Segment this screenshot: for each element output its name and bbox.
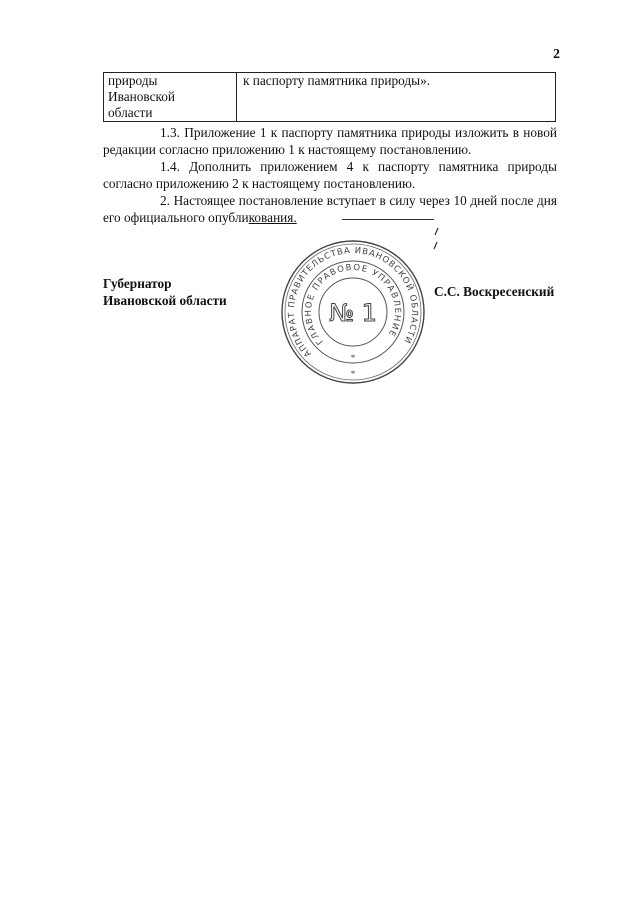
paragraph-1-4: 1.4. Дополнить приложением 4 к паспорту памятника природы согласно приложению 2 к настоящему постановлению. (103, 159, 557, 191)
signatory-title-line: Губернатор (103, 276, 172, 291)
pen-mark (435, 228, 438, 235)
signatory-title (103, 276, 227, 309)
pen-mark (434, 242, 437, 249)
signatory-title-line: Ивановской области (103, 292, 227, 308)
stamp-outer-text: АППАРАТ ПРАВИТЕЛЬСТВА ИВАНОВСКОЙ ОБЛАСТИ (286, 245, 420, 359)
paragraph-2-text: 2. Настоящее постановление вступает в силу через 10 дней после дня его официального опубли (103, 193, 557, 225)
body-text (103, 124, 557, 226)
paragraph-2-underlined: кования. (248, 210, 297, 225)
official-stamp (278, 237, 428, 387)
stamp-center-number: № 1 (329, 299, 377, 327)
stamp-star: * (350, 353, 356, 363)
table-cell-right: к паспорту памятника природы». (243, 73, 431, 88)
signatory-name: С.С. Воскресенский (434, 284, 555, 299)
page-number: 2 (553, 47, 560, 62)
underline-mark (342, 219, 434, 220)
stamp-inner-text: ГЛАВНОЕ ПРАВОВОЕ УПРАВЛЕНИЕ (303, 262, 403, 347)
cell-line: области (108, 105, 153, 120)
pen-marks (430, 226, 442, 252)
stamp-star: * (350, 369, 356, 379)
table-cell-left (104, 73, 237, 121)
paragraph-2 (103, 192, 557, 226)
cell-line: Ивановской (108, 89, 176, 104)
cell-line: природы (108, 73, 158, 88)
continuation-table (103, 72, 556, 122)
paragraph-1-3: 1.3. Приложение 1 к паспорту памятника природы изложить в новой редакции согласно приложению 1 к настоящему постановлению. (103, 125, 557, 157)
